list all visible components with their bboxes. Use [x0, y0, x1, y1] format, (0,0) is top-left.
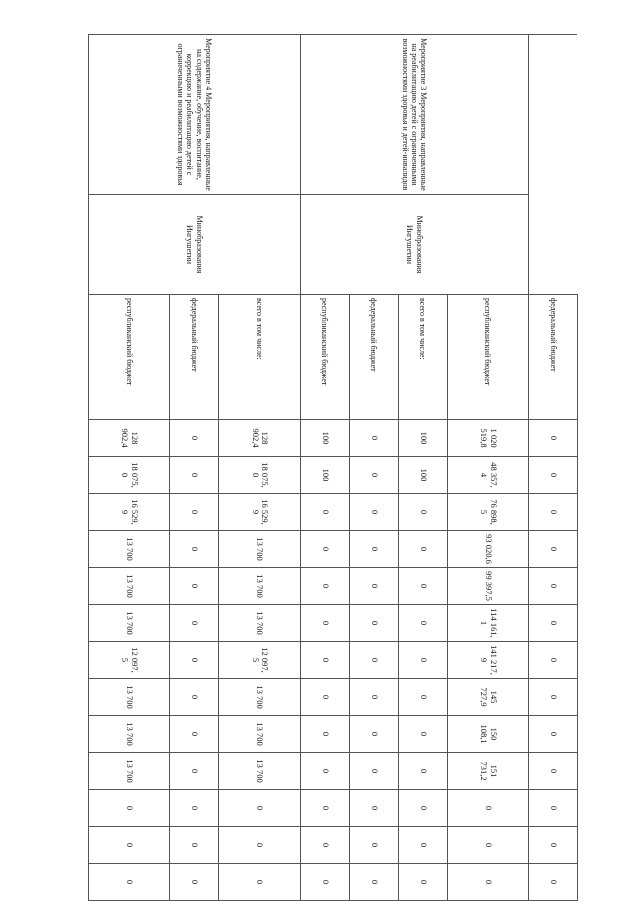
amount-cell: 0 [398, 716, 447, 753]
amount-cell: 0 [447, 864, 528, 901]
amount-cell: 0 [398, 494, 447, 531]
amount-cell: 0 [170, 864, 219, 901]
amount-cell: 0 [529, 457, 578, 494]
amount-cell: 0 [398, 531, 447, 568]
amount-cell: 0 [170, 790, 219, 827]
amount-cell: 0 [300, 679, 349, 716]
table-body [89, 35, 578, 901]
amount-cell: 16 529, 9 [219, 494, 300, 531]
amount-cell: 0 [398, 605, 447, 642]
amount-cell: 93 020,6 [447, 531, 528, 568]
table-row [447, 35, 528, 901]
amount-cell: 13 700 [219, 605, 300, 642]
amount-cell: 0 [349, 716, 398, 753]
amount-cell: 0 [349, 420, 398, 457]
amount-cell: 0 [300, 568, 349, 605]
amount-cell: 18 075, 0 [219, 457, 300, 494]
measure-description-cell: Мероприятие 4 Мероприятия, направленные на содержание, обучение, воспитание, коррекцию и реабилитацию детей с ограниченными возможностями здоровья [89, 35, 301, 195]
amount-cell: 0 [398, 827, 447, 864]
amount-cell: 0 [300, 494, 349, 531]
amount-cell: 0 [219, 790, 300, 827]
amount-cell: 1 020 519,8 [447, 420, 528, 457]
amount-cell: 0 [300, 642, 349, 679]
responsible-executor-cell: Минобразования Ингушетии [89, 195, 301, 295]
amount-cell: 0 [529, 605, 578, 642]
funding-source-cell: федеральный бюджет [349, 295, 398, 420]
amount-cell: 0 [447, 790, 528, 827]
amount-cell: 99 397,5 [447, 568, 528, 605]
amount-cell: 0 [300, 864, 349, 901]
measure-description-cell: Мероприятие 3 Мероприятия, направленные на реабилитацию детей с ограниченными возможностями здоровья и детей-инвалидов [300, 35, 528, 195]
amount-cell: 0 [170, 494, 219, 531]
amount-cell: 76 898, 5 [447, 494, 528, 531]
amount-cell: 0 [349, 568, 398, 605]
amount-cell: 0 [170, 605, 219, 642]
amount-cell: 0 [300, 827, 349, 864]
amount-cell: 128 902,4 [89, 420, 170, 457]
rotated-table-frame [88, 34, 578, 900]
amount-cell: 0 [170, 753, 219, 790]
amount-cell: 0 [170, 568, 219, 605]
amount-cell: 0 [529, 494, 578, 531]
amount-cell: 13 700 [89, 531, 170, 568]
amount-cell: 128 902,4 [219, 420, 300, 457]
amount-cell: 0 [447, 827, 528, 864]
amount-cell: 0 [529, 420, 578, 457]
amount-cell: 0 [349, 457, 398, 494]
amount-cell: 114 161, 1 [447, 605, 528, 642]
amount-cell: 0 [349, 790, 398, 827]
amount-cell: 0 [170, 679, 219, 716]
amount-cell: 0 [170, 531, 219, 568]
amount-cell: 18 075, 0 [89, 457, 170, 494]
table-row [529, 35, 578, 901]
amount-cell: 150 108,1 [447, 716, 528, 753]
amount-cell: 0 [349, 753, 398, 790]
amount-cell: 0 [349, 494, 398, 531]
amount-cell: 13 700 [89, 753, 170, 790]
table-row [219, 35, 300, 901]
amount-cell: 0 [300, 753, 349, 790]
amount-cell: 0 [349, 642, 398, 679]
amount-cell: 12 097, 5 [219, 642, 300, 679]
amount-cell: 13 700 [89, 679, 170, 716]
amount-cell: 0 [170, 716, 219, 753]
amount-cell: 13 700 [219, 716, 300, 753]
amount-cell: 0 [349, 531, 398, 568]
amount-cell: 13 700 [89, 605, 170, 642]
amount-cell: 0 [349, 679, 398, 716]
amount-cell: 100 [398, 457, 447, 494]
amount-cell: 0 [170, 457, 219, 494]
amount-cell: 0 [219, 864, 300, 901]
amount-cell: 0 [349, 864, 398, 901]
funding-source-cell: всего в том числе: [219, 295, 300, 420]
amount-cell: 13 700 [219, 679, 300, 716]
blank-cell [529, 35, 578, 295]
amount-cell: 100 [398, 420, 447, 457]
amount-cell: 0 [529, 568, 578, 605]
amount-cell: 0 [300, 790, 349, 827]
amount-cell: 0 [529, 679, 578, 716]
amount-cell: 0 [398, 864, 447, 901]
amount-cell: 13 700 [219, 753, 300, 790]
amount-cell: 0 [89, 864, 170, 901]
budget-table [88, 34, 578, 901]
amount-cell: 0 [529, 864, 578, 901]
amount-cell: 13 700 [219, 568, 300, 605]
amount-cell: 145 727,9 [447, 679, 528, 716]
amount-cell: 12 097, 5 [89, 642, 170, 679]
amount-cell: 0 [398, 642, 447, 679]
amount-cell: 141 217, 9 [447, 642, 528, 679]
amount-cell: 0 [529, 642, 578, 679]
amount-cell: 0 [170, 827, 219, 864]
funding-source-cell: республиканский бюджет [300, 295, 349, 420]
amount-cell: 0 [170, 420, 219, 457]
amount-cell: 0 [398, 790, 447, 827]
amount-cell: 13 700 [89, 568, 170, 605]
amount-cell: 13 700 [219, 531, 300, 568]
amount-cell: 0 [300, 716, 349, 753]
funding-source-cell: федеральный бюджет [529, 295, 578, 420]
amount-cell: 100 [300, 457, 349, 494]
amount-cell: 0 [529, 716, 578, 753]
amount-cell: 16 529, 9 [89, 494, 170, 531]
amount-cell: 48 357, 4 [447, 457, 528, 494]
amount-cell: 0 [300, 605, 349, 642]
amount-cell: 0 [89, 827, 170, 864]
amount-cell: 0 [398, 753, 447, 790]
amount-cell: 0 [349, 827, 398, 864]
amount-cell: 0 [529, 753, 578, 790]
amount-cell: 13 700 [89, 716, 170, 753]
funding-source-cell: всего в том числе: [398, 295, 447, 420]
amount-cell: 0 [529, 790, 578, 827]
amount-cell: 0 [170, 642, 219, 679]
amount-cell: 0 [349, 605, 398, 642]
amount-cell: 0 [398, 679, 447, 716]
amount-cell: 0 [529, 531, 578, 568]
amount-cell: 151 731,2 [447, 753, 528, 790]
responsible-executor-cell: Минобразования Ингушетии [300, 195, 528, 295]
amount-cell: 0 [219, 827, 300, 864]
amount-cell: 0 [529, 827, 578, 864]
amount-cell: 0 [89, 790, 170, 827]
amount-cell: 0 [300, 531, 349, 568]
funding-source-cell: федеральный бюджет [170, 295, 219, 420]
funding-source-cell: республиканский бюджет [447, 295, 528, 420]
amount-cell: 100 [300, 420, 349, 457]
funding-source-cell: республиканский бюджет [89, 295, 170, 420]
amount-cell: 0 [398, 568, 447, 605]
